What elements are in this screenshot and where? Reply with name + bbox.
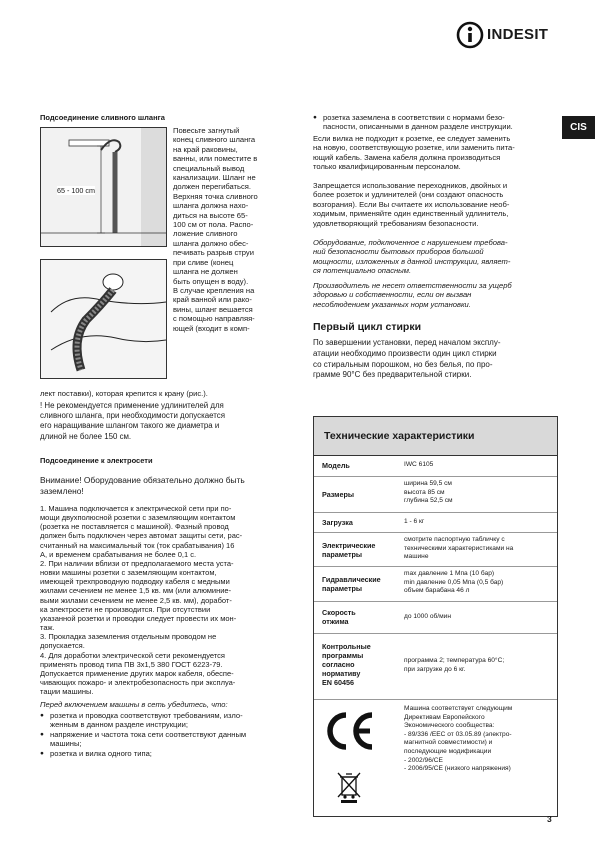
electric-heading: Подсоединение к электросети <box>40 456 153 465</box>
italic-line: Оборудование, подключенное с нарушением требова- <box>313 238 508 247</box>
grounding-warning <box>40 475 300 496</box>
spec-row-load <box>314 512 557 533</box>
drain-body <box>173 126 293 333</box>
checklist-item <box>40 711 302 730</box>
spec-label <box>322 642 371 687</box>
spec-label-line: отжима <box>322 617 349 626</box>
first-cycle-body <box>313 338 558 381</box>
liability-paragraph <box>313 281 558 309</box>
drain-line: должен перегибаться. <box>173 182 252 192</box>
spec-row-model <box>314 455 557 477</box>
drain-line: печивать разрыв струи <box>173 248 254 258</box>
ce-line: - 2006/95/CE (низкого напряжения) <box>404 765 511 773</box>
spec-label: Размеры <box>322 490 355 499</box>
para-line: удовлетворяющий требованиям безопасности. <box>313 218 479 228</box>
warning-line: Внимание! Оборудование обязательно должно быть <box>40 475 245 485</box>
para-line: более розеток и удлинителей (они создают опасность <box>313 190 504 200</box>
electric-line: считанный на максимальный ток (ток срабатывания) 16 <box>40 540 235 550</box>
drain-line: на край раковины, <box>173 144 238 154</box>
spec-value-line: машине <box>404 553 429 561</box>
plug-paragraph <box>313 134 558 172</box>
spec-row-dimensions <box>314 476 557 513</box>
spec-row-electrical <box>314 532 557 567</box>
before-switch-label: Перед включением машины в сеть убедитесь, что: <box>40 700 228 709</box>
drain-line: вины, шланг вешается <box>173 304 253 314</box>
brand-name: INDESIT <box>487 26 549 43</box>
italic-line: ний безопасности бытовых приборов большой <box>313 247 484 257</box>
spec-label <box>322 608 356 626</box>
checklist-line: машины; <box>50 739 82 749</box>
checklist-line: ● напряжение и частота тока сети соответствуют данным <box>50 729 247 739</box>
spec-label: Модель <box>322 461 350 470</box>
hose-guide-illustration <box>40 259 167 379</box>
electric-line: 2. При наличии вблизи от предполагаемого места уста- <box>40 558 234 568</box>
spec-value: до 1000 об/мин <box>404 613 451 620</box>
drain-note-line: сливного шланга, при необходимости допускается <box>40 411 225 421</box>
checklist-line: ● розетка и вилка одного типа; <box>50 748 152 758</box>
spec-row-hydraulic <box>314 566 557 602</box>
drain-line: при сливе (конец <box>173 257 234 267</box>
spec-value-line: при загрузке до 6 кг. <box>404 665 466 673</box>
italic-line: ся потенциально опасным. <box>313 266 412 276</box>
checklist-line: женным в данном разделе инструкции; <box>50 720 188 730</box>
para-line: ющий кабель. Замена кабеля должна производиться <box>313 152 501 162</box>
spec-value-line: min давление 0,05 Мпа (0,5 бар) <box>404 578 504 586</box>
electric-line: таж. <box>40 623 55 633</box>
spec-label-line: нормативу <box>322 669 361 678</box>
cycle-line: По завершении установки, перед началом эксплу- <box>313 338 501 347</box>
spec-value <box>404 480 453 506</box>
spec-table-title: Технические характеристики <box>314 417 557 456</box>
spec-label-line: Скорость <box>322 608 356 617</box>
drain-line: ложение сливного <box>173 229 238 239</box>
ce-line: Машина соответствует следующим <box>404 705 513 712</box>
hose-guide-figure <box>41 260 166 378</box>
drain-line: шланга должна нахо- <box>173 201 249 211</box>
spec-table <box>313 416 558 817</box>
electric-line: должен быть подключен через автомат защиты сети, рас- <box>40 531 243 541</box>
para-line: ходимым, применяйте один единственный удлинитель, <box>313 209 509 219</box>
drain-line: канализации. Шланг не <box>173 173 256 183</box>
spec-value-line: max давление 1 Мпа (10 бар) <box>404 570 495 577</box>
italic-line: здоровью и собственности, если он вызван <box>313 290 472 300</box>
bullet-line: пасности, описанными в данном разделе инструкции. <box>323 122 513 132</box>
electric-line: ка электросети не производится. При отсутствии <box>40 604 211 614</box>
adapter-paragraph <box>313 181 558 228</box>
drain-line: быть опущен в воду). <box>173 276 249 286</box>
spec-label-line: Контрольные <box>322 642 371 651</box>
drain-body-tail: лект поставки), которая крепится к крану (рис.). <box>40 389 208 398</box>
language-tab: CIS <box>562 116 595 139</box>
spec-value-line: смотрите паспортную табличку с <box>404 536 505 543</box>
cycle-line: грамме 90°C без предварительной стирки. <box>313 370 472 380</box>
electric-line: мощи двухполюсной розетки с заземляющим контактом <box>40 513 236 523</box>
spec-label: Загрузка <box>322 518 353 527</box>
para-line: Если вилка не подходит к розетке, ее следует заменить <box>313 134 511 143</box>
drain-line: В случае крепления на <box>173 285 255 295</box>
drain-line: конец сливного шланга <box>173 135 256 145</box>
ce-line: Директивам Европейского <box>404 713 485 721</box>
ce-line: последующие модификации <box>404 747 492 755</box>
para-line: возгорания). Если Вы считаете их использование необ- <box>313 199 510 209</box>
spec-row-spin <box>314 601 557 634</box>
spec-value-line: высота 85 см <box>404 488 445 496</box>
first-cycle-heading: Первый цикл стирки <box>313 321 422 333</box>
indesit-logo <box>455 20 580 50</box>
electric-line: применять провод типа ПВ 3х1,5 380 ГОСТ 6223-79. <box>40 659 223 669</box>
drain-note <box>40 401 300 442</box>
electric-line: новки машины розетки с заземляющим контактом, <box>40 568 217 578</box>
checklist-item <box>40 749 302 758</box>
ce-directives-text <box>404 705 512 774</box>
spec-value <box>404 657 504 674</box>
electric-line: имеющей трехпроводную подводку кабеля с медными <box>40 577 230 587</box>
page-number: 3 <box>547 814 552 824</box>
warning-line: заземлено! <box>40 485 84 496</box>
cycle-line: со стиральным порошком, но без белья, по про- <box>313 359 493 369</box>
spec-label-line: EN 60456 <box>322 678 354 687</box>
electric-checklist <box>40 711 302 758</box>
electric-line: жилами сечением не менее 1,5 кв. мм (или алюминие- <box>40 586 232 596</box>
right-bullet <box>313 113 558 132</box>
drain-heading: Подсоединение сливного шланга <box>40 113 165 122</box>
electric-line: чивающих пожаро- и электробезопасность при эксплуа- <box>40 677 236 687</box>
spec-value-line: объем барабана 46 л <box>404 587 470 595</box>
ce-line: Экономического сообщества: <box>404 722 495 730</box>
drain-line: ющей (входит в комп- <box>173 323 250 333</box>
spec-value <box>404 536 513 562</box>
electric-line: А, и временем срабатывания не более 0,1 с. <box>40 549 197 559</box>
ce-line: - 89/336 /ЕЕС от 03.05.89 (электро- <box>404 730 512 738</box>
drain-line: шланга должно обес- <box>173 238 249 248</box>
drain-line: с помощью направляя- <box>173 314 255 324</box>
spec-label-line: программы <box>322 651 364 660</box>
drain-note-line: его наращивание шлангом такого же диаметра и <box>40 421 220 431</box>
electric-line: тации машины. <box>40 687 94 697</box>
drain-height-label: 65 - 100 cm <box>57 186 95 195</box>
drain-line: Повесьте загнутый <box>173 126 240 135</box>
spec-label <box>322 541 375 559</box>
drain-line: ванны, или поместите в <box>173 154 258 164</box>
brand-mark-icon <box>455 20 485 50</box>
checklist-item <box>40 730 302 749</box>
spec-value <box>404 570 503 596</box>
italic-line: несоблюдением указанных норм установки. <box>313 299 471 309</box>
drain-line: край ванной или рако- <box>173 295 252 305</box>
electric-line: 4. Для доработки электрической сети рекомендуется <box>40 650 225 660</box>
checklist-line: ● розетка и проводка соответствуют требованиям, изло- <box>50 711 243 720</box>
bullet-line: ● розетка заземлена в соответствии с нормами безо- <box>323 113 505 122</box>
electric-line: (розетка не поставляется с машиной). Фазный провод <box>40 522 229 532</box>
spec-label-line: Гидравлические <box>322 575 381 584</box>
para-line: Запрещается использование переходников, двойных и <box>313 181 508 190</box>
drain-line: 100 см от пола. Распо- <box>173 220 254 230</box>
para-line: на новую, соответствующую розетке, или заменить пита- <box>313 143 515 153</box>
spec-value-line: ширина 59,5 см <box>404 480 452 487</box>
electric-body <box>40 504 302 696</box>
electric-line: 1. Машина подключается к электрической сети при по- <box>40 504 232 513</box>
spec-row-ce <box>314 699 557 816</box>
electric-line: выми жилами сечением не менее 2,5 кв. мм), доработ- <box>40 595 232 605</box>
para-line: только квалифицированным персоналом. <box>313 162 461 172</box>
spec-value: IWC 6105 <box>404 461 434 468</box>
spec-value-line: программа 2; температура 60°С; <box>404 657 505 664</box>
ce-mark-icon <box>322 711 378 751</box>
ce-line: магнитной совместимости) и <box>404 739 493 747</box>
drain-note-line: длиной не более 150 см. <box>40 431 132 441</box>
spec-row-programs <box>314 633 557 700</box>
grounding-bullet <box>313 113 558 132</box>
spec-label <box>322 575 381 593</box>
drain-line: диться на высоте 65- <box>173 210 248 220</box>
electric-line: Допускается применение других марок кабеля, обеспе- <box>40 668 234 678</box>
spec-label-line: параметры <box>322 550 362 559</box>
electric-line: допускается. <box>40 641 85 651</box>
drain-line: Верхняя точка сливного <box>173 191 258 201</box>
electric-line: 3. Прокладка заземления отдельным проводом не <box>40 632 217 642</box>
weee-bin-icon <box>336 771 362 803</box>
italic-line: мощности, изложенных в данной инструкции, являет- <box>313 256 511 266</box>
drain-note-line: ! Не рекомендуется применение удлинителей для <box>40 401 224 410</box>
spec-label-line: параметры <box>322 584 362 593</box>
spec-value: 1 - 6 кг <box>404 518 425 525</box>
italic-line: Производитель не несет ответственности за ущерб <box>313 281 512 290</box>
spec-value-line: техническими характеристиками на <box>404 544 514 552</box>
danger-paragraph <box>313 238 558 276</box>
cycle-line: атации необходимо произвести один цикл стирки <box>313 348 497 358</box>
ce-line: - 2002/96/CE <box>404 756 443 764</box>
spec-label-line: Электрические <box>322 541 376 550</box>
drain-line: шланга не должен <box>173 267 238 277</box>
spec-value-line: глубина 52,5 см <box>404 497 453 505</box>
electric-line: указанной розетки и проводки следует провести их мон- <box>40 613 237 623</box>
drain-line: специальный вывод <box>173 163 245 173</box>
spec-label-line: согласно <box>322 660 355 669</box>
